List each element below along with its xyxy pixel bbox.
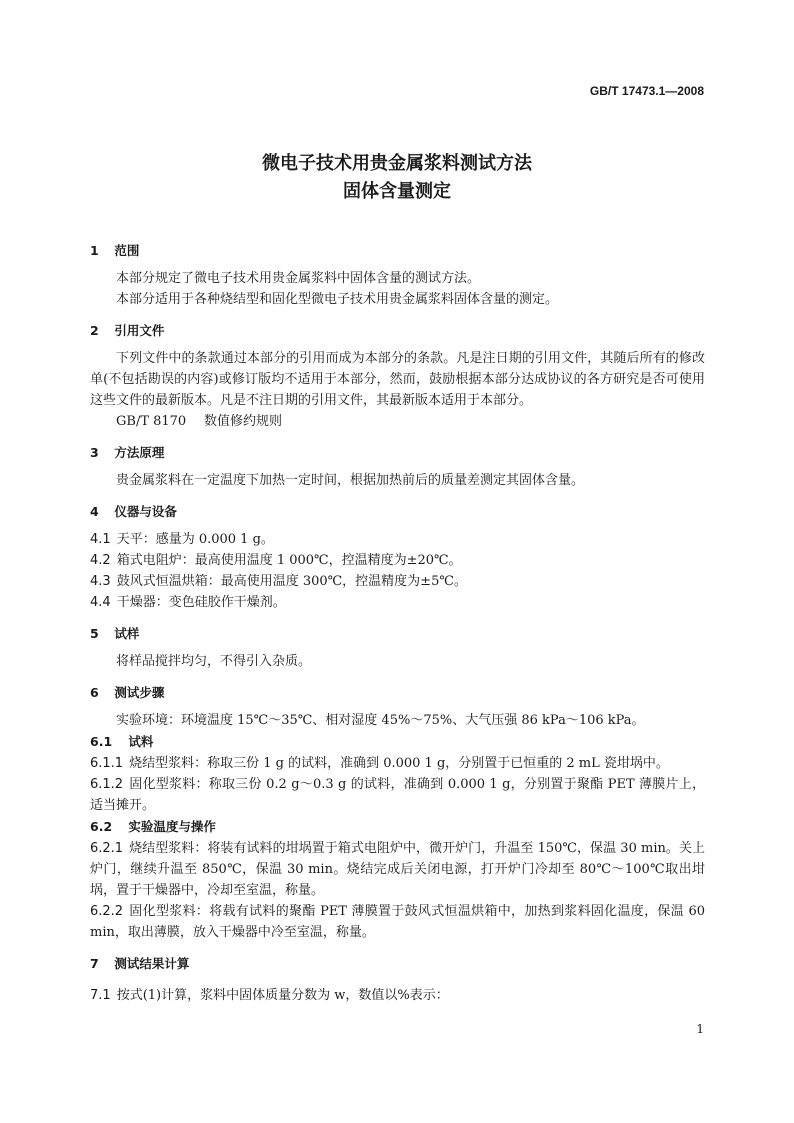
reference-title: 数值修约规则 [204, 414, 283, 429]
section-6-1-heading [90, 731, 705, 753]
clause-text: 按式(1)计算，浆料中固体质量分数为 w，数值以%表示： [116, 988, 449, 1003]
clause-text: 鼓风式恒温烘箱：最高使用温度 300℃，控温精度为±5℃。 [116, 574, 467, 589]
clause-text: 固化型浆料：将载有试料的聚酯 PET 薄膜置于鼓风式恒温烘箱中，加热到浆料固化温度，保温 60 min，取出薄膜，放入干燥器中冷至室温，称量。 [90, 904, 705, 940]
section-2-paragraph-1: 下列文件中的条款通过本部分的引用而成为本部分的条款。凡是注日期的引用文件，其随后所有的修改单(不包括勘误的内容)或修订版均不适用于本部分，然而，鼓励根据本部分达成协议的各方研究是否可使用这些文件的最新版本。凡是不注日期的引用文件，其最新版本适用于本部分。 [90, 351, 705, 408]
document-title [0, 150, 794, 206]
title-line-2: 固体含量测定 [343, 181, 451, 202]
section-7-heading [90, 953, 705, 975]
clause-text: 天平：感量为 0.000 1 g。 [116, 532, 274, 547]
section-number: 2 [90, 323, 99, 338]
title-line-1: 微电子技术用贵金属浆料测试方法 [262, 153, 532, 174]
section-4-heading [90, 501, 705, 523]
clause-text: 箱式电阻炉：最高使用温度 1 000℃，控温精度为±20℃。 [116, 553, 462, 568]
clause-text: 干燥器：变色硅胶作干燥剂。 [116, 595, 286, 610]
document-body [90, 240, 705, 1006]
section-number: 4 [90, 504, 99, 519]
clause-number: 6.2.2 [90, 904, 124, 919]
clause-text: 固化型浆料：称取三份 0.2 g～0.3 g 的试料，准确到 0.000 1 g，分别置于聚酯 PET 薄膜片上，适当摊开。 [90, 777, 705, 813]
section-number: 3 [90, 445, 99, 460]
section-3-heading [90, 442, 705, 464]
section-6-2-heading [90, 816, 705, 838]
standard-code: GB/T 17473.1—2008 [589, 84, 704, 98]
clause-6-2-2 [90, 901, 705, 943]
section-number: 7 [90, 956, 99, 971]
section-1-paragraph-1: 本部分规定了微电子技术用贵金属浆料中固体含量的测试方法。 [116, 271, 481, 286]
clause-4-4 [90, 592, 705, 613]
clause-6-2-1 [90, 838, 705, 901]
section-number: 6.1 [90, 734, 113, 749]
clause-number: 4.4 [90, 595, 111, 610]
clause-number: 6.1.2 [90, 777, 124, 792]
section-2-heading [90, 320, 705, 342]
section-6-paragraph-1: 实验环境：环境温度 15℃～35℃、相对湿度 45%～75%、大气压强 86 kPa～106 kPa。 [116, 713, 645, 728]
section-title: 试样 [114, 626, 140, 641]
section-title: 实验温度与操作 [128, 819, 216, 834]
section-title: 方法原理 [114, 445, 165, 460]
clause-number: 7.1 [90, 988, 111, 1003]
section-title: 试料 [128, 734, 154, 749]
section-3-paragraph-1: 贵金属浆料在一定温度下加热一定时间，根据加热前后的质量差测定其固体含量。 [116, 473, 585, 488]
section-title: 引用文件 [114, 323, 165, 338]
section-number: 6 [90, 685, 99, 700]
clause-4-3 [90, 571, 705, 592]
section-5-heading [90, 623, 705, 645]
clause-6-1-1 [90, 753, 705, 774]
section-number: 1 [90, 243, 99, 258]
clause-4-2 [90, 550, 705, 571]
reference-code: GB/T 8170 [116, 414, 187, 429]
section-title: 仪器与设备 [114, 504, 177, 519]
clause-7-1 [90, 985, 705, 1006]
section-title: 测试步骤 [114, 685, 165, 700]
normative-reference [90, 411, 705, 432]
section-title: 范围 [114, 243, 140, 258]
clause-number: 4.2 [90, 553, 111, 568]
section-title: 测试结果计算 [114, 956, 190, 971]
clause-number: 6.1.1 [90, 756, 124, 771]
clause-text: 烧结型浆料：称取三份 1 g 的试料，准确到 0.000 1 g，分别置于已恒重的 2 mL 瓷坩埚中。 [129, 756, 669, 771]
section-number: 6.2 [90, 819, 113, 834]
clause-4-1 [90, 529, 705, 550]
section-5-paragraph-1: 将样品搅拌均匀，不得引入杂质。 [116, 654, 312, 669]
section-number: 5 [90, 626, 99, 641]
clause-number: 4.3 [90, 574, 111, 589]
clause-text: 烧结型浆料：将装有试料的坩埚置于箱式电阻炉中，微开炉门，升温至 150℃，保温 30 min。关上炉门，继续升温至 850℃，保温 30 min。烧结完成后关闭电源，打开炉门冷却至 80℃～100℃取出坩埚，置于干燥器中，冷却至室温，称量。 [90, 841, 705, 898]
page-number: 1 [696, 1022, 704, 1036]
section-1-heading [90, 240, 705, 262]
section-1-paragraph-2: 本部分适用于各种烧结型和固化型微电子技术用贵金属浆料固体含量的测定。 [116, 292, 559, 307]
clause-number: 4.1 [90, 532, 111, 547]
section-6-heading [90, 682, 705, 704]
clause-6-1-2 [90, 774, 705, 816]
clause-number: 6.2.1 [90, 841, 124, 856]
